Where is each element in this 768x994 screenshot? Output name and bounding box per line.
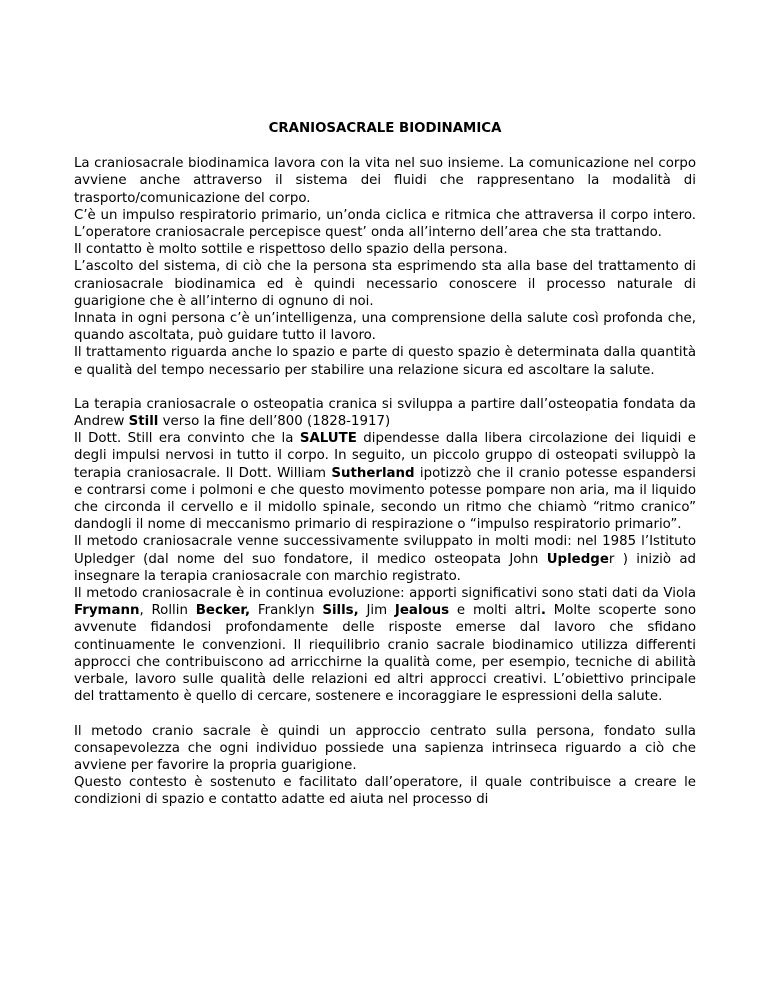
name-jealous: Jealous — [394, 603, 450, 619]
paragraph: L’ascolto del sistema, di ciò che la persona sta esprimendo sta alla base del trattamento di craniosacrale biodinamica ed è quindi necessario conoscere il processo naturale di guarigione che è all’interno di ognuno di noi. — [74, 259, 696, 309]
name-becker: Becker, — [195, 603, 251, 619]
paragraph: Il metodo craniosacrale è in continua evoluzione: apporti significativi sono stati dati da Viola Frymann, Rollin Becker, Franklyn Sills, Jim Jealous e molti altri. Molte scoperte sono avvenute fidandosi profondamente delle risposte emerse dal lavoro che sfidano continuamente le convenzioni. Il riequilibrio cranio sacrale biodinamico utilizza differenti approcci che contribuiscono ad arricchirne la qualità come, per esempio, tecniche di abilità verbale, lavoro sulle qualità delle relazioni ed altri approcci creativi. L’obiettivo principale del trattamento è quello di cercare, sostenere e incoraggiare le espressioni della salute. — [74, 586, 696, 705]
name-still: Still — [128, 414, 159, 430]
paragraph: Il trattamento riguarda anche lo spazio e parte di questo spazio è determinata dalla quantità e qualità del tempo necessario per stabilire una relazione sicura ed ascoltare la salute. — [74, 345, 696, 378]
paragraph: La craniosacrale biodinamica lavora con la vita nel suo insieme. La comunicazione nel corpo avviene anche attraverso il sistema dei fluidi che rappresentano la modalità di trasporto/comunicazione del corpo. — [74, 156, 696, 206]
paragraph: Il metodo cranio sacrale è quindi un approccio centrato sulla persona, fondato sulla consapevolezza che ogni individuo possiede una sapienza intrinseca riguardo a ciò che avviene per favorire la propria guarigione. — [74, 723, 696, 773]
paragraph: Questo contesto è sostenuto e facilitato dall’operatore, il quale contribuisce a creare le condizioni di spazio e contatto adatte ed aiuta nel processo di — [74, 775, 696, 808]
document-title: CRANIOSACRALE BIODINAMICA — [268, 121, 502, 136]
paragraph: Il Dott. Still era convinto che la SALUTE dipendesse dalla libera circolazione dei liquidi e degli impulsi nervosi in tutto il corpo. In seguito, un piccolo gruppo di osteopati sviluppò la terapia craniosacrale. Il Dott. William Sutherland ipotizzò che il cranio potesse espandersi e contrarsi come i polmoni e che questo movimento potesse pompare non aria, ma il liquido che circonda il cervello e il midollo spinale, secondo un ritmo che chiamò “ritmo cranico” dandogli il nome di meccanismo primario di respirazione o “impulso respiratorio primario”. — [74, 431, 697, 533]
paragraph-gap — [74, 706, 696, 723]
name-sills: Sills, — [322, 603, 359, 619]
name-upledger: Upledge — [546, 551, 609, 567]
paragraph: La terapia craniosacrale o osteopatia cranica si sviluppa a partire dall’osteopatia fondata da Andrew Still verso la fine dell’800 (1828-1917) — [74, 396, 696, 430]
name-sutherland: Sutherland — [331, 465, 415, 481]
paragraph: Il contatto è molto sottile e rispettoso dello spazio della persona. — [74, 242, 508, 258]
paragraph: Il metodo craniosacrale venne successivamente sviluppato in molti modi: nel 1985 l’Istituto Upledger (dal nome del suo fondatore, il medico osteopata John Upledger ) iniziò ad insegnare la terapia craniosacrale con marchio registrato. — [74, 534, 696, 584]
paragraph: C’è un impulso respiratorio primario, un’onda ciclica e ritmica che attraversa il corpo intero. L’operatore craniosacrale percepisce quest’ onda all’interno dell’area che sta trattando. — [74, 207, 696, 241]
name-frymann: Frymann — [74, 603, 140, 619]
paragraph: Innata in ogni persona c’è un’intelligenza, una comprensione della salute così profonda che, quando ascoltata, può guidare tutto il lavoro. — [74, 311, 696, 344]
document-page — [74, 120, 696, 809]
emphasis-salute: SALUTE — [299, 431, 357, 447]
paragraph-gap — [74, 379, 696, 396]
